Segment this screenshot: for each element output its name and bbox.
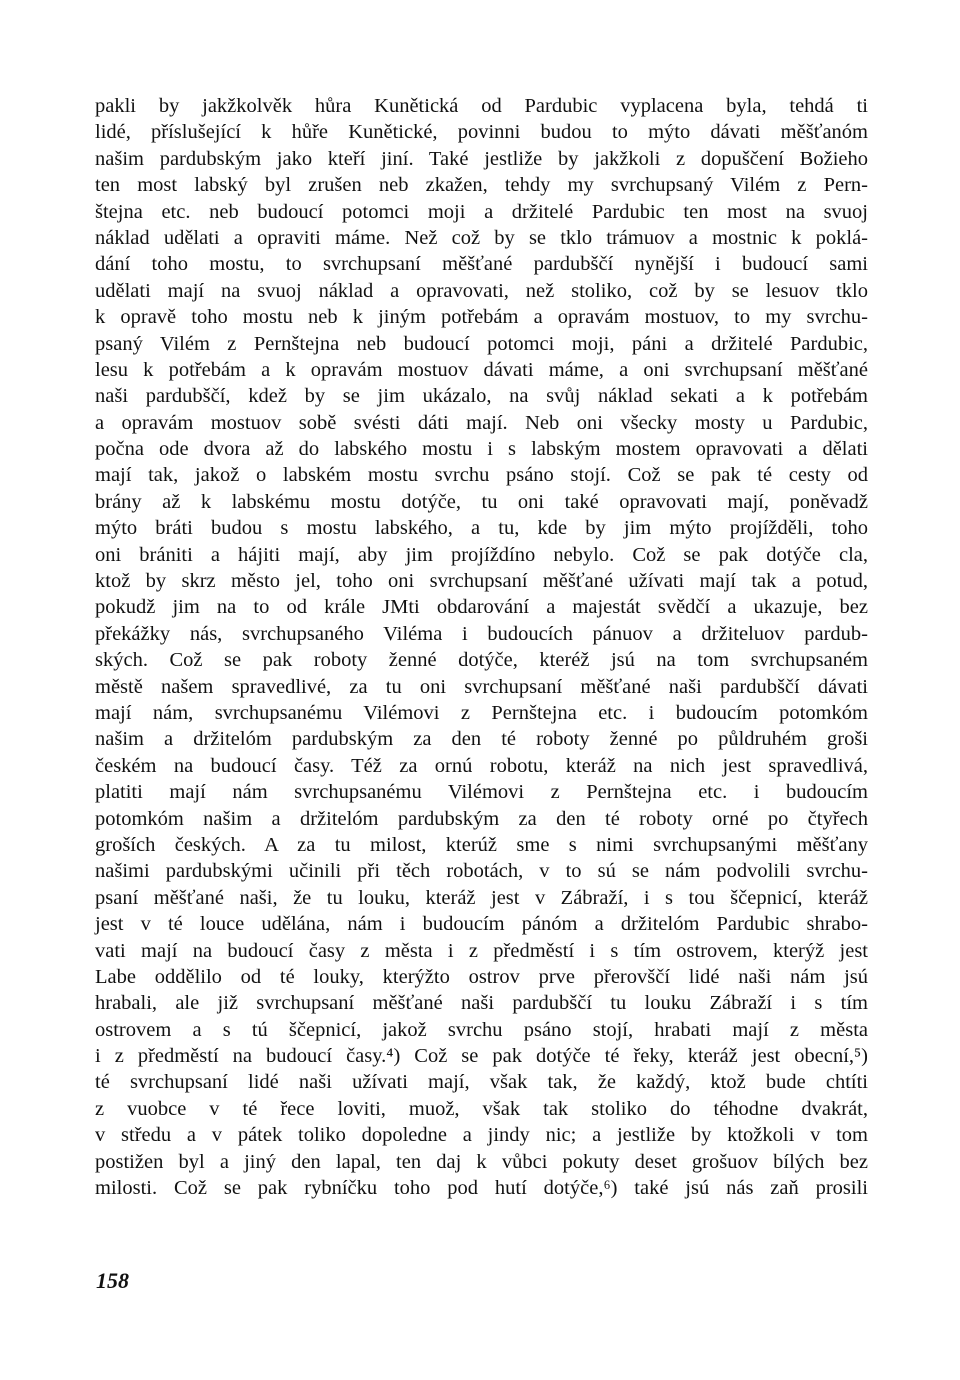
text-line-31: psaní měšťané naši, že tu louku, kteráž jest v Zábraží, i s tou ščepnicí, kteráž [95, 886, 868, 909]
document-page-body [95, 93, 868, 1201]
text-line-36: ostrovem a s tú ščepnicí, jakož svrchu psáno stojí, hrabati mají z města [95, 1018, 868, 1041]
text-line-21: překážky nás, svrchupsaného Viléma i budoucích pánuov a držiteluov pardub- [95, 622, 868, 645]
text-line-27: platiti mají nám svrchupsanému Vilémovi z Pernštejna etc. i budoucím [95, 781, 868, 804]
text-line-42: milosti. Což se pak rybníčku toho pod hutí dotýče,⁶) také jsú nás zaň prosili [95, 1177, 868, 1200]
text-line-15: mají tak, jakož o labském mostu svrchu psáno stojí. Což se pak té cesty od [95, 464, 868, 487]
text-line-8: udělati mají na svuoj náklad a opravovati, než stoliko, což by se lesuov tklo [95, 279, 868, 302]
text-line-25: našim a držitelóm pardubským za den té roboty ženné po půldruhém groši [95, 728, 868, 751]
text-line-4: ten most labský byl zrušen neb zkažen, tehdy my svrchupsaný Vilém z Pern- [95, 174, 868, 197]
text-line-39: z vuobce v té řece loviti, muož, však tak stoliko do téhodne dvakrát, [95, 1097, 868, 1120]
text-line-28: potomkóm našim a držitelóm pardubským za den té roboty orné po čtyřech [95, 807, 868, 830]
text-line-3: našim pardubským jako kteří jiní. Také jestliže by jakžkoli z dopuščení Božieho [95, 147, 868, 170]
text-line-22: ských. Což se pak roboty ženné dotýče, kteréž jsú na tom svrchupsaném [95, 649, 868, 672]
text-line-37: i z předměstí na budoucí časy.⁴) Což se pak dotýče té řeky, kteráž jest obecní,⁵) [95, 1045, 868, 1068]
text-line-23: městě našem spravedlivé, za tu oni svrchupsaní měšťané naši pardubščí dávati [95, 675, 868, 698]
text-line-18: oni brániti a hájiti mají, aby jim projíždíno nebylo. Což se pak dotýče cla, [95, 543, 868, 566]
text-line-26: českém na budoucí časy. Též za ornú robotu, kteráž na nich jest spravedlivá, [95, 754, 868, 777]
text-line-19: ktož by skrz město jel, toho oni svrchupsaní měšťané užívati mají tak a potud, [95, 570, 868, 593]
text-line-40: v středu a v pátek toliko dopoledne a jindy nic; a jestliže by ktožkoli v tom [95, 1124, 868, 1147]
text-line-16: brány až k labskému mostu dotýče, tu oni také opravovati mají, poněvadž [95, 490, 868, 513]
text-line-13: a opravám mostuov sobě svésti dáti mají. Neb oni všecky mosty u Pardubic, [95, 411, 868, 434]
text-line-10: psaný Vilém z Pernštejna neb budoucí potomci moji, páni a držitelé Pardubic, [95, 332, 868, 355]
text-line-29: groších českých. A za tu milost, kterúž sme s nimi svrchupsanými měšťany [95, 833, 868, 856]
text-line-32: jest v té louce udělána, nám i budoucím pánóm a držitelóm Pardubic shrabo- [95, 913, 868, 936]
text-line-12: naši pardubščí, kdež by se jim ukázalo, na svůj náklad sekati a k potřebám [95, 385, 868, 408]
text-line-9: k opravě toho mostu neb k jiným potřebám a opravám mostuov, to my svrchu- [95, 306, 868, 329]
text-line-24: mají nám, svrchupsanému Vilémovi z Pernštejna etc. i budoucím potomkóm [95, 701, 868, 724]
text-line-17: mýto bráti budou s mostu labského, a tu, kde by jim mýto projížděli, toho [95, 517, 868, 540]
text-line-5: štejna etc. neb budoucí potomci moji a držitelé Pardubic ten most na svuoj [95, 200, 868, 223]
page-number: 158 [96, 1268, 129, 1293]
text-line-1: pakli by jakžkolvěk hůra Kunětická od Pardubic vyplacena byla, tehdá ti [95, 95, 868, 117]
text-line-11: lesu k potřebám a k opravám mostuov dávati máme, a oni svrchupsaní měšťané [95, 358, 868, 381]
text-line-6: náklad udělati a opraviti máme. Než což by se tklo trámuov a mostnic k poklá- [95, 226, 868, 249]
text-line-41: postižen byl a jiný den lapal, ten daj k vůbci pokuty deset grošuov bílých bez [95, 1150, 868, 1173]
text-line-34: Labe oddělilo od té louky, kterýžto ostrov prve přerovščí lidé naši nám jsú [95, 965, 868, 988]
text-line-30: našimi pardubskými učinili při těch robotách, v to sú se nám podvolili svrchu- [95, 860, 868, 883]
text-line-14: počna ode dvora až do labského mostu i s labským mostem opravovati a dělati [95, 438, 868, 461]
text-line-38: té svrchupsaní lidé naši užívati mají, však tak, že každý, ktož bude chtíti [95, 1071, 868, 1094]
text-line-2: lidé, příslušející k hůře Kunětické, povinni budou to mýto dávati měšťanóm [95, 121, 868, 144]
text-line-35: hrabali, ale již svrchupsaní měšťané naši pardubščí tu louku Zábraží i s tím [95, 992, 868, 1015]
text-line-20: pokudž jim na to od krále JMti obdarování a majestát svědčí a ukazuje, bez [95, 596, 868, 619]
text-line-33: vati mají na budoucí časy z města i z předměstí i s tím ostrovem, kterýž jest [95, 939, 868, 962]
text-line-7: dání toho mostu, to svrchupsaní měšťané pardubščí nynější i budoucí sami [95, 253, 868, 276]
